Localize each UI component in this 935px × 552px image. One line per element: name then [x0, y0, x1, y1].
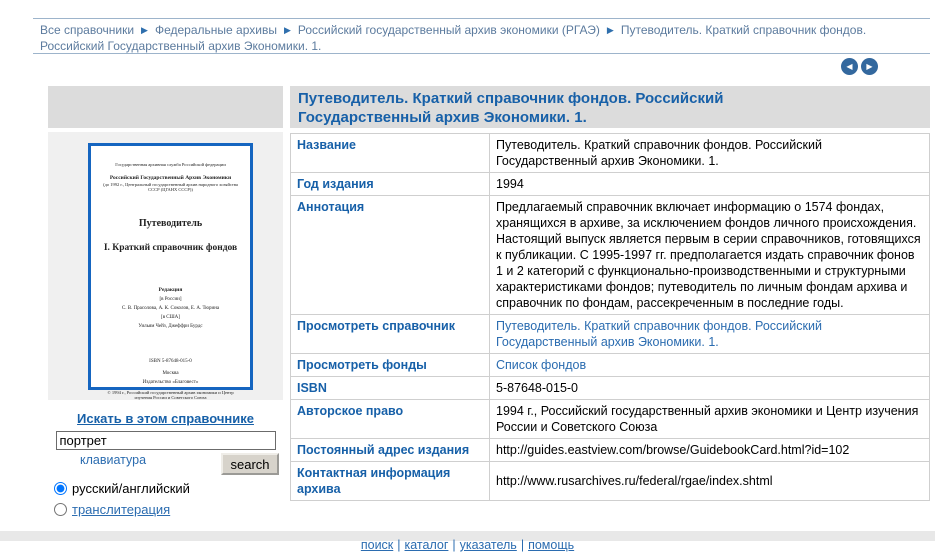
- cover-editors-us-label: [в США]: [161, 315, 180, 320]
- cover-copyright: © 1994 г., Российский государственный архив экономики и Центр изучения России и Советского Союза: [107, 390, 234, 400]
- breadcrumb-item-current-guide[interactable]: Путеводитель. Краткий справочник фондов. Российский Государственный архив Экономики. 1.: [40, 23, 867, 53]
- breadcrumb-item-rgae[interactable]: Российский государственный архив экономики (РГАЭ): [297, 23, 600, 37]
- breadcrumb-arrow-icon: ▶: [283, 25, 291, 35]
- breadcrumb-arrow-icon: ▶: [606, 25, 614, 35]
- footer-link-help[interactable]: помощь: [528, 538, 575, 552]
- row-value: Предлагаемый справочник включает информацию о 1574 фондах, хранящихся в архиве, за исключением фондов личного происхождения. Настоящий выпуск является первым в серии справочников, готовящихся к публикации. С 1995-1997 гг. предполагается издать справочник фонов 1 и 2 категорий с функционально-производственными и структурными характеристиками фондов; путеводитель по личным фондам архива и справочник по фондам, рассекреченным в последние годы.: [490, 196, 930, 315]
- row-value: 1994: [490, 173, 930, 196]
- table-row: [291, 400, 930, 439]
- cover-editors-ru: С. В. Прасолова, А. К. Соколов, Е. А. Тюрина: [121, 306, 220, 311]
- search-button[interactable]: search: [221, 453, 279, 475]
- breadcrumb: [40, 22, 910, 54]
- next-button[interactable]: [861, 58, 878, 75]
- cover-editors-heading: Редакция: [158, 287, 183, 293]
- footer-separator: |: [452, 538, 456, 552]
- row-value: Путеводитель. Краткий справочник фондов. Российский Государственный архив Экономики. 1.: [490, 134, 930, 173]
- cover-subtitle: I. Краткий справочник фондов: [103, 243, 238, 253]
- language-option-transliteration[interactable]: [54, 502, 283, 517]
- search-panel-heading: Искать в этом справочнике: [77, 411, 254, 426]
- cover-publisher: Издательство «Благовест»: [142, 380, 199, 385]
- book-cover: [88, 143, 253, 400]
- row-value: 5-87648-015-0: [490, 377, 930, 400]
- table-row: [291, 377, 930, 400]
- arrow-right-icon: ▶: [866, 62, 873, 71]
- row-label: Название: [291, 134, 490, 173]
- row-label: Аннотация: [291, 196, 490, 315]
- details-table: [290, 133, 930, 501]
- table-row: [291, 173, 930, 196]
- table-row: [291, 315, 930, 354]
- row-value: 1994 г., Российский государственный архив экономики и Центр изучения России и Советского Союза: [490, 400, 930, 439]
- row-label: ISBN: [291, 377, 490, 400]
- row-label: Авторское право: [291, 400, 490, 439]
- row-label: Год издания: [291, 173, 490, 196]
- details-table-body: [291, 134, 930, 501]
- language-option-russian-english[interactable]: [54, 481, 283, 496]
- table-row: [291, 354, 930, 377]
- cover-agency: Государственная архивная служба Российской федерации: [115, 162, 226, 167]
- sidebar: [48, 132, 283, 400]
- breadcrumb-item-federal-archives[interactable]: Федеральные архивы: [154, 23, 277, 37]
- transliteration-label[interactable]: транслитерация: [72, 502, 171, 517]
- row-value[interactable]: Путеводитель. Краткий справочник фондов. Российский Государственный архив Экономики. 1.: [490, 315, 930, 354]
- footer-separator: |: [520, 538, 525, 552]
- row-value[interactable]: Список фондов: [490, 354, 930, 377]
- arrow-left-icon: ◀: [846, 62, 853, 71]
- row-value: http://guides.eastview.com/browse/GuidebookCard.html?id=102: [490, 439, 930, 462]
- pager: [841, 58, 878, 75]
- row-label: Постоянный адрес издания: [291, 439, 490, 462]
- transliteration-radio[interactable]: [54, 503, 67, 516]
- cover-title: Путеводитель: [138, 218, 203, 229]
- row-label: Просмотреть справочник: [291, 315, 490, 354]
- row-label: Контактная информация архива: [291, 462, 490, 501]
- cover-editors-ru-label: [в России]: [159, 297, 182, 302]
- row-label: Просмотреть фонды: [291, 354, 490, 377]
- cover-editors-us: Уильям Чейз, Джеффри Бурдс: [138, 324, 203, 329]
- cover-former-name: (до 1992 г., Центральный государственный архив народного хозяйства СССР (ЦГАНХ СССР)): [103, 182, 238, 192]
- table-row: [291, 196, 930, 315]
- cover-city: Москва: [162, 371, 179, 376]
- guidebook-details: [290, 133, 930, 501]
- breadcrumb-item-all-guides[interactable]: Все справочники: [40, 23, 135, 37]
- breadcrumb-arrow-icon: ▶: [141, 25, 148, 35]
- footer-link-catalog[interactable]: каталог: [404, 538, 449, 552]
- table-row: [291, 439, 930, 462]
- keyboard-link[interactable]: клавиатура: [80, 453, 147, 467]
- page-title: Путеводитель. Краткий справочник фондов. Российский Государственный архив Экономики. 1.: [290, 86, 930, 128]
- footer-separator: |: [397, 538, 401, 552]
- table-row: [291, 134, 930, 173]
- breadcrumb-divider: [33, 53, 930, 54]
- cover-archive-name: Российский Государственный Архив Экономики: [109, 175, 232, 181]
- search-panel: [48, 411, 283, 517]
- sidebar-header-block: [48, 86, 283, 128]
- row-value: http://www.rusarchives.ru/federal/rgae/index.shtml: [490, 462, 930, 501]
- russian-english-label: русский/английский: [72, 481, 190, 496]
- russian-english-radio[interactable]: [54, 482, 67, 495]
- footer-links: [0, 538, 935, 552]
- search-input[interactable]: [56, 431, 276, 450]
- top-divider: [33, 18, 930, 19]
- table-row: [291, 462, 930, 501]
- cover-isbn: ISBN 5-87648-015-0: [149, 359, 192, 364]
- previous-button[interactable]: [841, 58, 858, 75]
- footer-link-search[interactable]: поиск: [360, 538, 394, 552]
- footer-link-index[interactable]: указатель: [459, 538, 517, 552]
